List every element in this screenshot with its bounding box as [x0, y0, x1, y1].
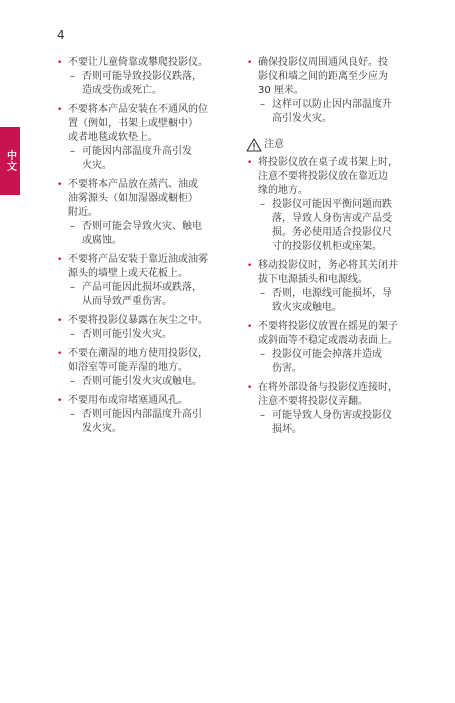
dash-marker: – — [70, 71, 75, 82]
item-text: 不要将投影仪暴露在灰尘之中。 — [68, 315, 208, 326]
list-item — [246, 259, 424, 315]
page-number: 4 — [57, 28, 65, 42]
caution-label: 注意 — [264, 139, 284, 150]
bullet-icon: • — [57, 316, 63, 326]
bullet-icon: • — [57, 349, 63, 359]
bullet-icon: • — [57, 255, 63, 265]
bullet-icon: • — [247, 383, 253, 393]
item-text: 将投影仪放在桌子或书架上时， 注意不要将投影仪放在靠近边 缘的地方。 — [258, 157, 398, 196]
sub-item-text: 可能导致人身伤害或投影仪 损坏。 — [272, 410, 392, 435]
bullet-icon: • — [57, 105, 63, 115]
sub-item-text: 否则可能引发火灾。 — [82, 329, 172, 340]
item-text: 不要将投影仪放置在摇晃的架子 或斜面等不稳定或震动表面上。 — [258, 321, 398, 346]
sub-item — [68, 328, 236, 342]
list-item — [56, 314, 236, 342]
bullet-icon: • — [57, 180, 63, 190]
list-item — [246, 381, 424, 437]
sub-item-text: 投影仪可能因平衡问题而跌 落，导致人身伤害或产品受 损。务必使用适合投影仪尺 寸的投影仪机柜或座架。 — [272, 199, 392, 252]
dash-marker: – — [70, 329, 75, 340]
list-item — [56, 253, 236, 309]
dash-marker: – — [70, 221, 75, 232]
item-text: 不要将本产品放在蒸汽、油或 油雾源头（如加湿器或橱柜） 附近。 — [68, 179, 198, 218]
list-item — [56, 56, 236, 98]
sub-item-text: 否则可能导致投影仪跌落， 造成受伤或死亡。 — [82, 71, 202, 96]
sub-item — [68, 70, 236, 98]
dash-marker: – — [260, 410, 265, 421]
language-tab — [0, 127, 20, 195]
sub-item-text: 这样可以防止因内部温度升 高引发火灾。 — [272, 99, 392, 124]
sub-item — [258, 198, 424, 254]
item-text: 不要用布或帘堵塞通风孔。 — [68, 395, 188, 406]
sub-item-text: 产品可能因此损坏或跌落， 从而导致严重伤害。 — [82, 282, 202, 307]
sub-item-text: 否则，电源线可能损坏，导 致火灾或触电。 — [272, 288, 392, 313]
left-column — [56, 56, 236, 441]
sub-item-text: 可能因内部温度升高引发 火灾。 — [82, 146, 192, 171]
item-text: 确保投影仪周围通风良好。投 影仪和墙之间的距离至少应为 30 厘米。 — [258, 57, 388, 96]
sub-item — [68, 220, 236, 248]
dash-marker: – — [260, 349, 265, 360]
dash-marker: – — [260, 199, 265, 210]
item-text: 不要在潮湿的地方使用投影仪， 如浴室等可能弄湿的地方。 — [68, 348, 208, 373]
list-item — [56, 103, 236, 173]
bullet-icon: • — [247, 58, 253, 68]
list-item — [246, 56, 424, 126]
list-item — [246, 320, 424, 376]
dash-marker: – — [260, 99, 265, 110]
right-column-cautions — [246, 156, 424, 437]
item-text: 不要将本产品安装在不通风的位 置（例如，书架上或壁橱中） 或者地毯或软垫上。 — [68, 104, 208, 143]
item-text: 移动投影仪时，务必将其关闭并 拔下电源插头和电源线。 — [258, 260, 398, 285]
sub-item — [68, 281, 236, 309]
bullet-icon: • — [57, 396, 63, 406]
caution-heading — [246, 138, 424, 152]
dash-marker: – — [260, 288, 265, 299]
list-item — [56, 394, 236, 436]
sub-item — [258, 287, 424, 315]
sub-item — [258, 348, 424, 376]
item-text: 在将外部设备与投影仪连接时， 注意不要将投影仪弄翻。 — [258, 382, 398, 407]
sub-item — [258, 98, 424, 126]
caution-triangle-icon — [246, 138, 262, 152]
dash-marker: – — [70, 409, 75, 420]
sub-item — [68, 408, 236, 436]
bullet-icon: • — [247, 158, 253, 168]
item-text: 不要让儿童倚靠或攀爬投影仪。 — [68, 57, 208, 68]
sub-item-text: 投影仪可能会掉落并造成 伤害。 — [272, 349, 382, 374]
list-item — [246, 156, 424, 254]
item-text: 不要将产品安装于靠近油或油雾 源头的墙壁上或天花板上。 — [68, 254, 208, 279]
dash-marker: – — [70, 376, 75, 387]
bullet-icon: • — [247, 261, 253, 271]
sub-item — [258, 409, 424, 437]
bullet-icon: • — [247, 322, 253, 332]
sub-item-text: 否则可能引发火灾或触电。 — [82, 376, 202, 387]
sub-item-text: 否则可能因内部温度升高引 发火灾。 — [82, 409, 202, 434]
dash-marker: – — [70, 146, 75, 157]
dash-marker: – — [70, 282, 75, 293]
right-column-warnings — [246, 56, 424, 126]
sub-item-text: 否则可能会导致火灾、触电 或腐蚀。 — [82, 221, 202, 246]
bullet-icon: • — [57, 58, 63, 68]
right-column — [246, 56, 424, 442]
list-item — [56, 178, 236, 248]
sub-item — [68, 375, 236, 389]
language-tab-label: 中文 — [4, 150, 16, 172]
sub-item — [68, 145, 236, 173]
list-item — [56, 347, 236, 389]
